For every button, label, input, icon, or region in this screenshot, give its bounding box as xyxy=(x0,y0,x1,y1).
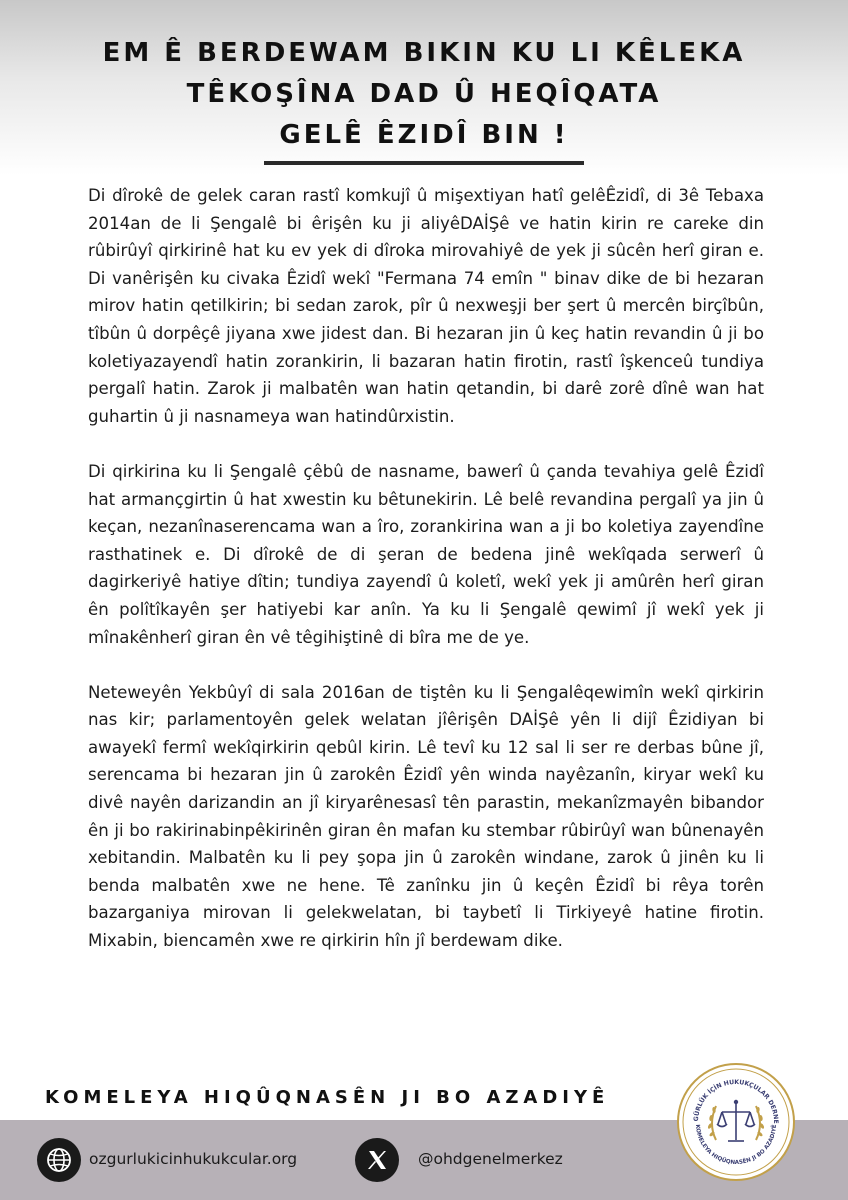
globe-icon[interactable] xyxy=(37,1138,81,1182)
article-body xyxy=(88,182,764,982)
seal-text-bottom: KOMELEYA HIQÛQNASÊN JI BO AZADIYÊ xyxy=(693,1124,779,1167)
social-handle[interactable]: @ohdgenelmerkez xyxy=(418,1150,563,1168)
title-line-3: GELÊ ÊZIDÎ BIN ! xyxy=(279,120,569,150)
paragraph-2: Di qirkirina ku li Şengalê çêbû de nasname, bawerî û çanda tevahiya gelê Êzidî hat armançgirtin û hat xwestin ku bêtunekirin. Lê belê revandina pergalî ya jin û keçan, nezanînaserencama wan a îro, zorankirina wan a ji bo koletiya zayendîne rasthatinek e. Di dîrokê de di şeran de bedena jinê wekîqada serwerî û dagirkeriyê hatiye dîtin; tundiya zayendî û koletî, wekî yek ji amûrên herî giran ên polîtîkayên şer hatiyebi kar anîn. Ya ku li Şengalê qewimî jî wekî yek ji mînakênherî giran ên vê têgihiştinê di bîra me de ye. xyxy=(88,461,764,647)
organization-name: KOMELEYA HIQÛQNASÊN JI BO AZADIYÊ xyxy=(45,1087,610,1108)
organization-seal-logo xyxy=(676,1062,796,1182)
title-divider xyxy=(264,161,584,165)
paragraph-1: Di dîrokê de gelek caran rastî komkujî û mişextiyan hatî gelêÊzidî, di 3ê Tebaxa 2014an de li Şengalê bi êrişên ku ji aliyêDAİŞê ve hatin kirin re careke din rûbirûyî qirkirinê hat ku ev yek di dîroka mirovahiyê de yek ji sûcên herî giran e. Di vanêrişên ku civaka Êzidî wekî "Fermana 74 emîn " binav dike de bi hezaran mirov hatin qetilkirin; bi sedan zarok, pîr û nexweşji ber şert û mercên birçîbûn, tîbûn û dorpêçê jiyana xwe jidest dan. Bi hezaran jin û keç hatin revandin û ji bo koletiyazayendî hatin zorankirin, li bazaran hatin firotin, rastî îşkenceû tundiya pergalî hatin. Zarok ji malbatên wan hatin qetandin, bi darê zorê dînê wan hat guhartin û ji nasnameya wan hatindûrxistin. xyxy=(88,186,764,426)
paragraph-3: Neteweyên Yekbûyî di sala 2016an de tiştên ku li Şengalêqewimîn wekî qirkirin nas kir; parlamentoyên gelek welatan jîêrişên DAİŞê yên li dijî Êzidiyan bi awayekî fermî wekîqirkirin qebûl kirin. Lê tevî ku 12 sal li ser re derbas bûne jî, serencama bi hezaran jin û zarokên Êzidî yên winda nayêzanîn, kiryar wekî ku divê nayên darizandin an jî kiryarênesasî tên parastin, mekanîzmayên bibandor ên ji bo rakirinabinpêkirinên giran ên mafan ku stembar rûbirûyî wan bûnenayên xebitandin. Malbatên ku li pey şopa jin û zarokên windane, zarok û jinên ku li benda malbatên xwe ne hene. Tê zanînku jin û keçên Êzidî bi rêya torên bazarganiya mirovan li gelekwelatan, bi taybetî li Tirkiyeyê hatine firotin. Mixabin, biencamên xwe re qirkirin hîn jî berdewam dike. xyxy=(88,682,764,951)
website-link[interactable]: ozgurlukicinhukukcular.org xyxy=(89,1150,298,1168)
title-line-1: EM Ê BERDEWAM BIKIN KU LI KÊLEKA xyxy=(102,38,746,68)
page-title xyxy=(30,33,818,156)
seal-text-top: GÜRLÜK İÇİN HUKUKÇULAR DERNE xyxy=(692,1078,780,1124)
title-line-2: TÊKOŞÎNA DAD Û HEQÎQATA xyxy=(186,79,662,109)
x-logo-icon[interactable] xyxy=(355,1138,399,1182)
